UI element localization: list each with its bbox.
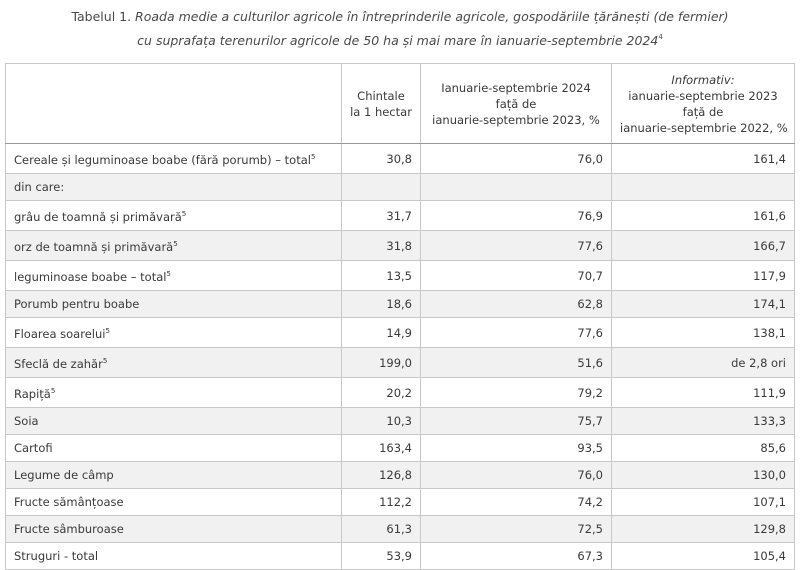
cell-pct-2024: 93,5 bbox=[421, 435, 612, 462]
row-label: orz de toamnă și primăvară$^5$ bbox=[6, 231, 342, 261]
caption-prefix: Tabelul 1. bbox=[71, 9, 136, 24]
cell-pct-2023: de 2,8 ori bbox=[612, 348, 795, 378]
footnote-marker: 5 bbox=[173, 240, 178, 248]
footnote-marker: 5 bbox=[50, 387, 56, 395]
cell-yield: 30,8 bbox=[342, 144, 421, 174]
caption-line-1 bbox=[0, 6, 800, 27]
cell-yield: 13,5 bbox=[342, 261, 421, 291]
cell-pct-2023: 129,8 bbox=[612, 516, 795, 543]
footnote-marker: 5 bbox=[166, 270, 171, 278]
table-row bbox=[6, 318, 795, 348]
table-row bbox=[6, 174, 795, 201]
row-label: Cereale și leguminoase boabe (fără porumb) – total$^5$ bbox=[6, 144, 342, 174]
table-row bbox=[6, 348, 795, 378]
row-label: grâu de toamnă și primăvară$^5$ bbox=[6, 201, 342, 231]
footnote-marker: 5 bbox=[105, 327, 110, 335]
cell-pct-2023: 161,6 bbox=[612, 201, 795, 231]
row-label: Porumb pentru boabe bbox=[6, 291, 342, 318]
cell-pct-2023: 130,0 bbox=[612, 462, 795, 489]
caption-line-2 bbox=[0, 27, 800, 51]
table-row bbox=[6, 489, 795, 516]
table-row bbox=[6, 378, 795, 408]
row-label: Struguri - total bbox=[6, 543, 342, 570]
cell-pct-2023: 138,1 bbox=[612, 318, 795, 348]
table-header-row bbox=[6, 64, 795, 144]
crop-yield-table bbox=[5, 63, 795, 570]
row-label: din care: bbox=[6, 174, 342, 201]
cell-pct-2023: 85,6 bbox=[612, 435, 795, 462]
cell-pct-2023: 166,7 bbox=[612, 231, 795, 261]
cell-yield: 112,2 bbox=[342, 489, 421, 516]
table-row bbox=[6, 516, 795, 543]
cell-pct-2024: 76,0 bbox=[421, 462, 612, 489]
cell-pct-2023: 161,4 bbox=[612, 144, 795, 174]
cell-pct-2023: 105,4 bbox=[612, 543, 795, 570]
footnote-marker: 5 bbox=[181, 210, 187, 218]
cell-pct-2023: 107,1 bbox=[612, 489, 795, 516]
table-row bbox=[6, 435, 795, 462]
cell-yield: 31,7 bbox=[342, 201, 421, 231]
cell-pct-2024: 76,9 bbox=[421, 201, 612, 231]
table-row bbox=[6, 261, 795, 291]
row-label: Sfeclă de zahăr$^5$ bbox=[6, 348, 342, 378]
table-row bbox=[6, 144, 795, 174]
cell-pct-2024: 70,7 bbox=[421, 261, 612, 291]
footnote-marker: 5 bbox=[102, 357, 108, 365]
cell-pct-2023: 133,3 bbox=[612, 408, 795, 435]
cell-yield: 20,2 bbox=[342, 378, 421, 408]
cell-pct-2023: 111,9 bbox=[612, 378, 795, 408]
cell-yield: 61,3 bbox=[342, 516, 421, 543]
caption-title-part-2: cu suprafața terenurilor agricole de 50 ha și mai mare în ianuarie-septembrie 2024 bbox=[137, 33, 659, 48]
cell-pct-2024: 72,5 bbox=[421, 516, 612, 543]
table-body bbox=[6, 144, 795, 570]
cell-pct-2024: 75,7 bbox=[421, 408, 612, 435]
row-label: Rapiță$^5$ bbox=[6, 378, 342, 408]
cell-pct-2024: 77,6 bbox=[421, 318, 612, 348]
row-label: Fructe sămânțoase bbox=[6, 489, 342, 516]
cell-pct-2024: 79,2 bbox=[421, 378, 612, 408]
cell-pct-2024: 62,8 bbox=[421, 291, 612, 318]
cell-pct-2024: 51,6 bbox=[421, 348, 612, 378]
cell-yield: 163,4 bbox=[342, 435, 421, 462]
table-row bbox=[6, 543, 795, 570]
header-crop bbox=[6, 64, 342, 144]
cell-pct-2023 bbox=[612, 174, 795, 201]
cell-pct-2024: 77,6 bbox=[421, 231, 612, 261]
header-pct-2023: Informativ: ianuarie-septembrie 2023 față de ianuarie-septembrie 2022, % bbox=[612, 64, 795, 144]
cell-pct-2024 bbox=[421, 174, 612, 201]
row-label: Floarea soarelui$^5$ bbox=[6, 318, 342, 348]
row-label: Cartofi bbox=[6, 435, 342, 462]
table-row bbox=[6, 408, 795, 435]
cell-yield: 10,3 bbox=[342, 408, 421, 435]
cell-yield: 18,6 bbox=[342, 291, 421, 318]
caption-footnote-marker: 4 bbox=[658, 33, 663, 41]
cell-yield: 199,0 bbox=[342, 348, 421, 378]
table-row bbox=[6, 231, 795, 261]
table-caption bbox=[0, 6, 800, 51]
row-label: Soia bbox=[6, 408, 342, 435]
cell-pct-2023: 174,1 bbox=[612, 291, 795, 318]
footnote-marker: 5 bbox=[310, 153, 316, 161]
cell-pct-2024: 76,0 bbox=[421, 144, 612, 174]
table-row bbox=[6, 201, 795, 231]
cell-yield: 14,9 bbox=[342, 318, 421, 348]
cell-pct-2023: 117,9 bbox=[612, 261, 795, 291]
row-label: Legume de câmp bbox=[6, 462, 342, 489]
row-label: Fructe sâmburoase bbox=[6, 516, 342, 543]
row-label: leguminoase boabe – total$^5$ bbox=[6, 261, 342, 291]
cell-yield: 53,9 bbox=[342, 543, 421, 570]
cell-yield: 126,8 bbox=[342, 462, 421, 489]
header-pct-2024: Ianuarie-septembrie 2024 față de ianuarie-septembrie 2023, % bbox=[421, 64, 612, 144]
caption-title-part-1: Roada medie a culturilor agricole în întreprinderile agricole, gospodăriile țărănești (de fermier) bbox=[135, 9, 729, 24]
table-row bbox=[6, 462, 795, 489]
cell-yield bbox=[342, 174, 421, 201]
cell-pct-2024: 74,2 bbox=[421, 489, 612, 516]
cell-yield: 31,8 bbox=[342, 231, 421, 261]
cell-pct-2024: 67,3 bbox=[421, 543, 612, 570]
header-yield: Chintale la 1 hectar bbox=[342, 64, 421, 144]
table-row bbox=[6, 291, 795, 318]
